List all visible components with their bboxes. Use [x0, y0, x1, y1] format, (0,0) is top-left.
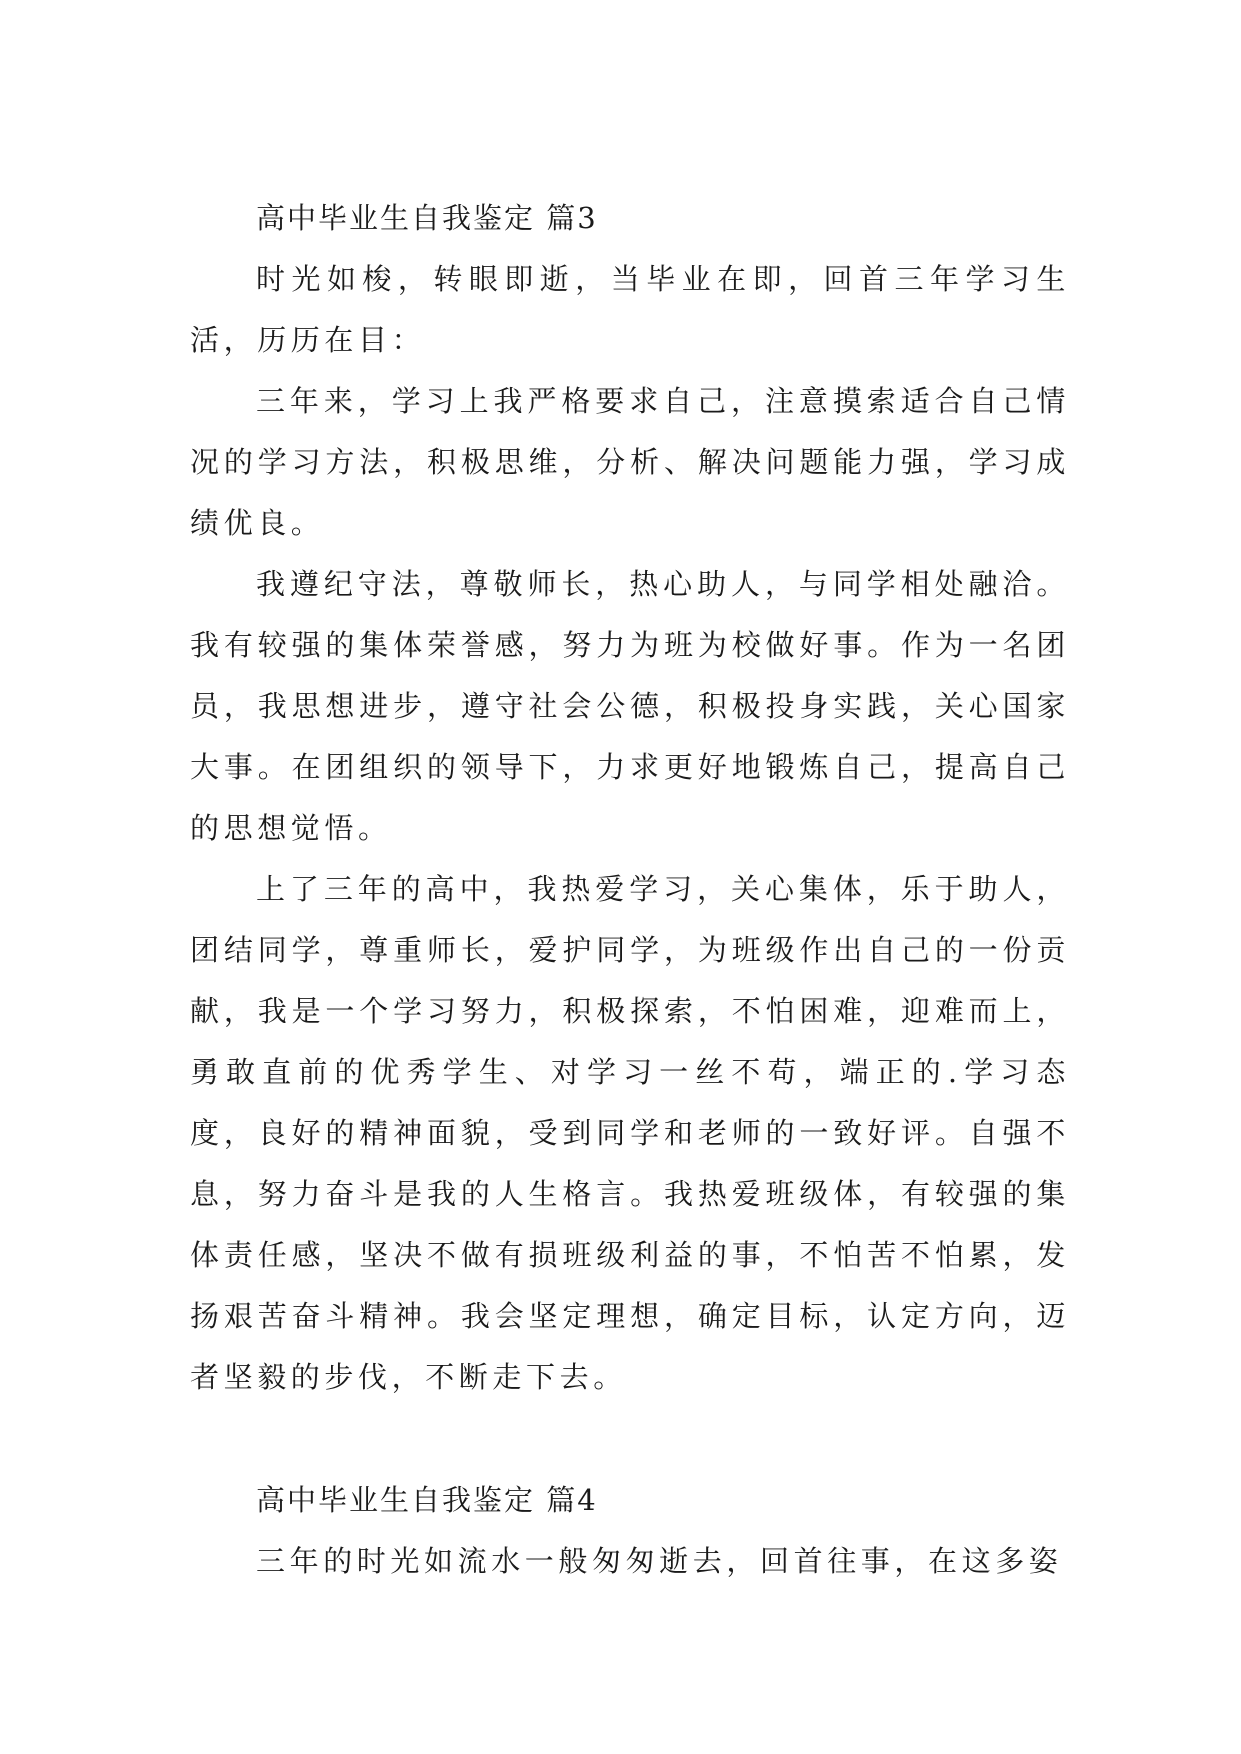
- section-4: [190, 1470, 1070, 1592]
- paragraph: 时光如梭，转眼即逝，当毕业在即，回首三年学习生活，历历在目：: [190, 262, 1070, 357]
- paragraph: 我遵纪守法，尊敬师长，热心助人，与同学相处融洽。我有较强的集体荣誉感，努力为班为校做好事。作为一名团员，我思想进步，遵守社会公德，积极投身实践，关心国家大事。在团组织的领导下，力求更好地锻炼自己，提高自己的思想觉悟。: [190, 567, 1070, 845]
- section-heading: 高中毕业生自我鉴定 篇3: [256, 201, 598, 235]
- section-heading: 高中毕业生自我鉴定 篇4: [256, 1483, 598, 1517]
- section-3: [190, 188, 1070, 1408]
- section-spacer: [190, 1408, 1070, 1470]
- paragraph: 三年的时光如流水一般匆匆逝去，回首往事，在这多姿: [256, 1544, 1063, 1578]
- document-body: [190, 188, 1070, 1592]
- paragraph: 三年来，学习上我严格要求自己，注意摸索适合自己情况的学习方法，积极思维，分析、解决问题能力强，学习成绩优良。: [190, 384, 1070, 540]
- paragraph: 上了三年的高中，我热爱学习，关心集体，乐于助人，团结同学，尊重师长，爱护同学，为班级作出自己的一份贡献，我是一个学习努力，积极探索，不怕困难，迎难而上，勇敢直前的优秀学生、对学习一丝不苟，端正的.学习态度，良好的精神面貌，受到同学和老师的一致好评。自强不息，努力奋斗是我的人生格言。我热爱班级体，有较强的集体责任感，坚决不做有损班级利益的事，不怕苦不怕累，发扬艰苦奋斗精神。我会坚定理想，确定目标，认定方向，迈者坚毅的步伐，不断走下去。: [190, 872, 1070, 1394]
